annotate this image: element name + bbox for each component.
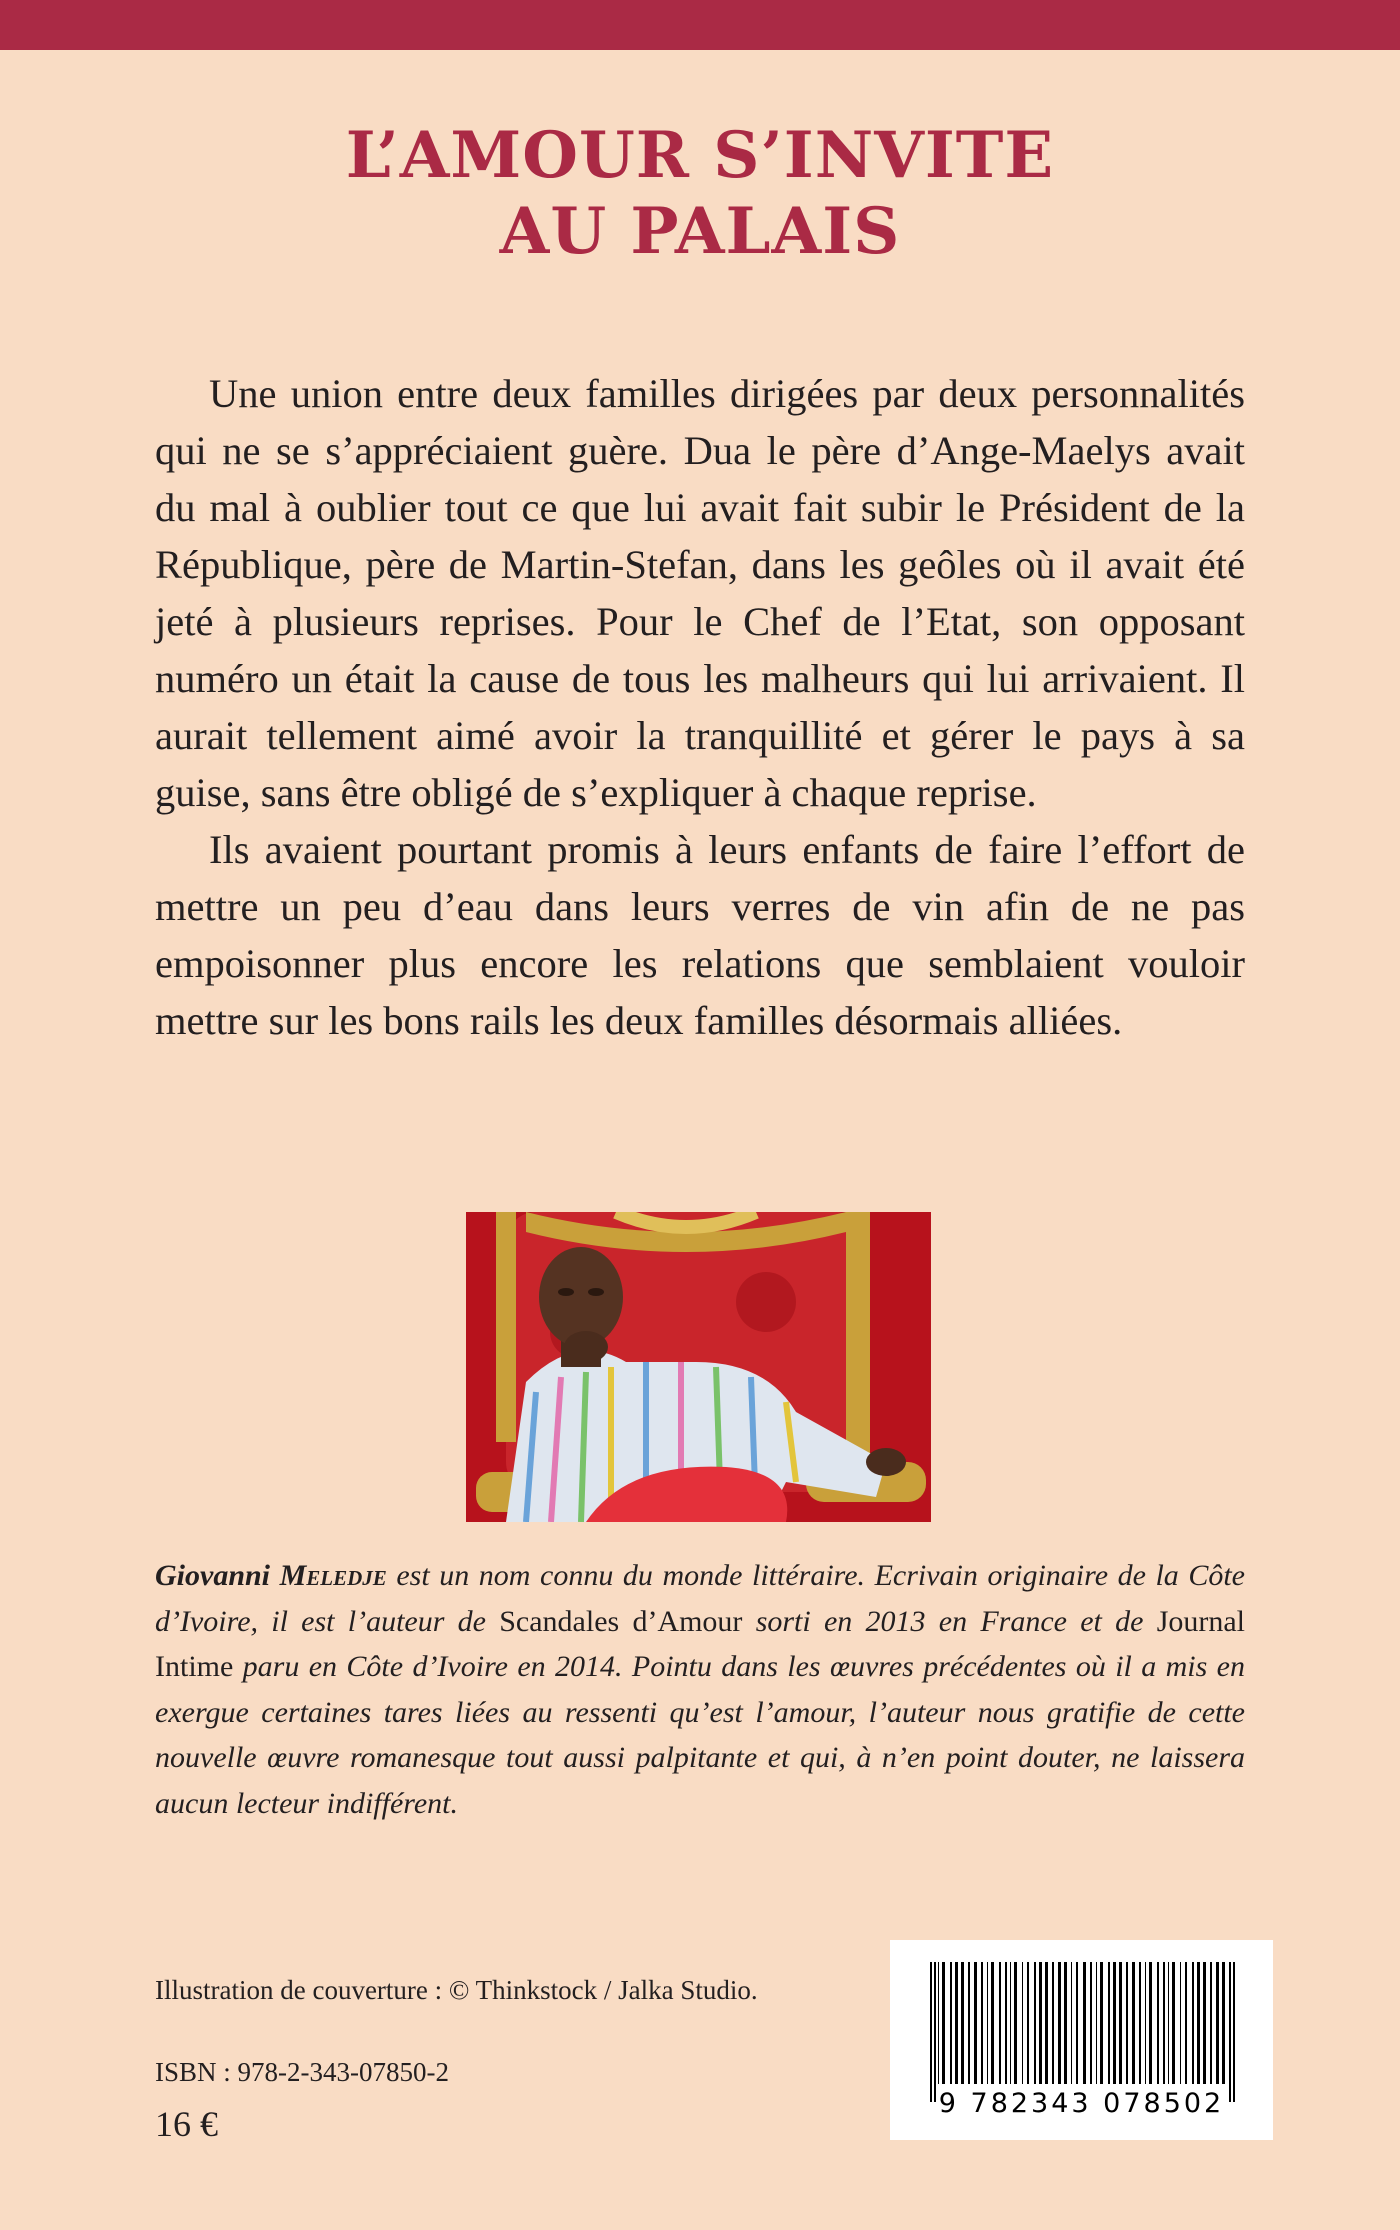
back-cover-blurb: [155, 365, 1245, 1049]
barcode-bar: [1064, 1962, 1067, 2084]
barcode-bar: [1197, 1962, 1200, 2084]
barcode-bar: [1058, 1962, 1061, 2084]
barcode-bar: [1168, 1962, 1169, 2084]
barcode-bar: [1022, 1962, 1023, 2084]
title-line-1: L’AMOUR S’INVITE: [345, 118, 1055, 193]
barcode-bar: [987, 1962, 988, 2084]
blurb-paragraph-2: Ils avaient pourtant promis à leurs enfants de faire l’effort de mettre un peu d’eau dans leurs verres de vin afin de ne pas empoisonner plus encore les relations que semblaient vouloir mettre sur les bons rails les deux familles désormais alliées.: [155, 827, 1245, 1043]
barcode-guard-bar: [1233, 1962, 1235, 2102]
top-color-band: [0, 0, 1400, 50]
author-biography: [155, 1553, 1245, 1826]
barcode-bar: [1210, 1962, 1212, 2084]
barcode-bar: [955, 1962, 958, 2084]
bio-text-2: sorti en 2013 en France et de: [742, 1604, 1157, 1638]
author-photo: [466, 1212, 931, 1522]
barcode-bar: [974, 1962, 977, 2084]
barcode-bar: [1083, 1962, 1086, 2084]
barcode-guard-bar: [1229, 1962, 1231, 2102]
barcode-bar: [1052, 1962, 1054, 2084]
barcode-bar: [1014, 1962, 1017, 2084]
barcode-bar: [1076, 1962, 1078, 2084]
blurb-paragraph-1: Une union entre deux familles dirigées par deux personnalités qui ne se s’appréciaient guère. Dua le père d’Ange-Maelys avait du mal à oublier tout ce que lui avait fait subir le Président de la République, père de Martin-Stefan, dans les geôles où il avait été jeté à plusieurs reprises. Pour le Chef de l’Etat, son opposant numéro un était la cause de tous les malheurs qui lui arrivaient. Il aurait tellement aimé avoir la tranquillité et gérer le pays à sa guise, sans être obligé de s’expliquer à chaque reprise.: [155, 371, 1245, 815]
barcode-guard-bar: [930, 1962, 932, 2102]
price: 16 €: [155, 2104, 218, 2144]
barcode-bar: [1039, 1962, 1042, 2084]
barcode-bar: [1132, 1962, 1135, 2084]
barcode-bar: [1119, 1962, 1122, 2084]
barcode-bar: [1113, 1962, 1116, 2084]
barcode-bar: [1172, 1962, 1175, 2084]
barcode-bar: [999, 1962, 1001, 2084]
barcode-bar: [1010, 1962, 1011, 2084]
barcode-bar: [1126, 1962, 1128, 2084]
barcode-bar: [1192, 1962, 1194, 2084]
barcode-bar: [1222, 1962, 1225, 2084]
barcode-bar: [1139, 1962, 1141, 2084]
barcode-bar: [1045, 1962, 1048, 2084]
barcode-bar: [1149, 1962, 1152, 2084]
barcode-bar: [950, 1962, 952, 2084]
barcode-bar: [968, 1962, 970, 2084]
barcode-bar: [1216, 1962, 1219, 2084]
bio-text-1: est un nom connu du monde littéraire. Ecrivain originaire de la Côte d’Ivoire, il est l’auteur de: [155, 1559, 1245, 1638]
barcode-bar: [1027, 1962, 1029, 2084]
barcode-bar: [1163, 1962, 1165, 2084]
barcode-bar: [1034, 1962, 1036, 2084]
barcode-bar: [1071, 1962, 1072, 2084]
barcode-bar: [1145, 1962, 1146, 2084]
barcode-bar: [1203, 1962, 1206, 2084]
isbn: ISBN : 978-2-343-07850-2: [155, 2057, 449, 2087]
barcode-bar: [1005, 1962, 1007, 2084]
barcode-bar: [981, 1962, 983, 2084]
barcode-bar: [938, 1962, 939, 2084]
bio-text-3: paru en Côte d’Ivoire en 2014. Pointu dans les œuvres précédentes où il a mis en exergue certaines tares liées au ressenti qu’est l’amour, l’auteur nous gratifie de cette nouvelle œuvre romanesque tout aussi palpitante et qui, à n’en point douter, ne laissera aucun lecteur indifférent.: [155, 1650, 1245, 1820]
barcode: [890, 1940, 1273, 2140]
bio-book-title-1: Scandales d’Amour: [499, 1604, 743, 1638]
barcode-bar: [991, 1962, 994, 2084]
barcode-guard-bar: [934, 1962, 936, 2102]
barcode-number: 9 782343 078502: [938, 2088, 1225, 2119]
book-title: [0, 118, 1400, 270]
barcode-bar: [1096, 1962, 1097, 2084]
title-line-2: AU PALAIS: [499, 194, 901, 269]
barcode-bar: [1180, 1962, 1181, 2084]
barcode-bar: [942, 1962, 945, 2084]
cover-illustration-credit: Illustration de couverture : © Thinkstock / Jalka Studio.: [155, 1975, 758, 2005]
barcode-bar: [1108, 1962, 1110, 2084]
barcode-bar: [1185, 1962, 1187, 2084]
author-last-name: Meledje: [279, 1559, 387, 1592]
author-first-name: Giovanni: [155, 1559, 271, 1592]
barcode-bar: [1157, 1962, 1159, 2084]
bio-book-title-2: Journal Intime: [155, 1604, 1246, 1683]
barcode-bar: [1090, 1962, 1092, 2084]
barcode-bar: [1100, 1962, 1103, 2084]
barcode-bar: [961, 1962, 964, 2084]
